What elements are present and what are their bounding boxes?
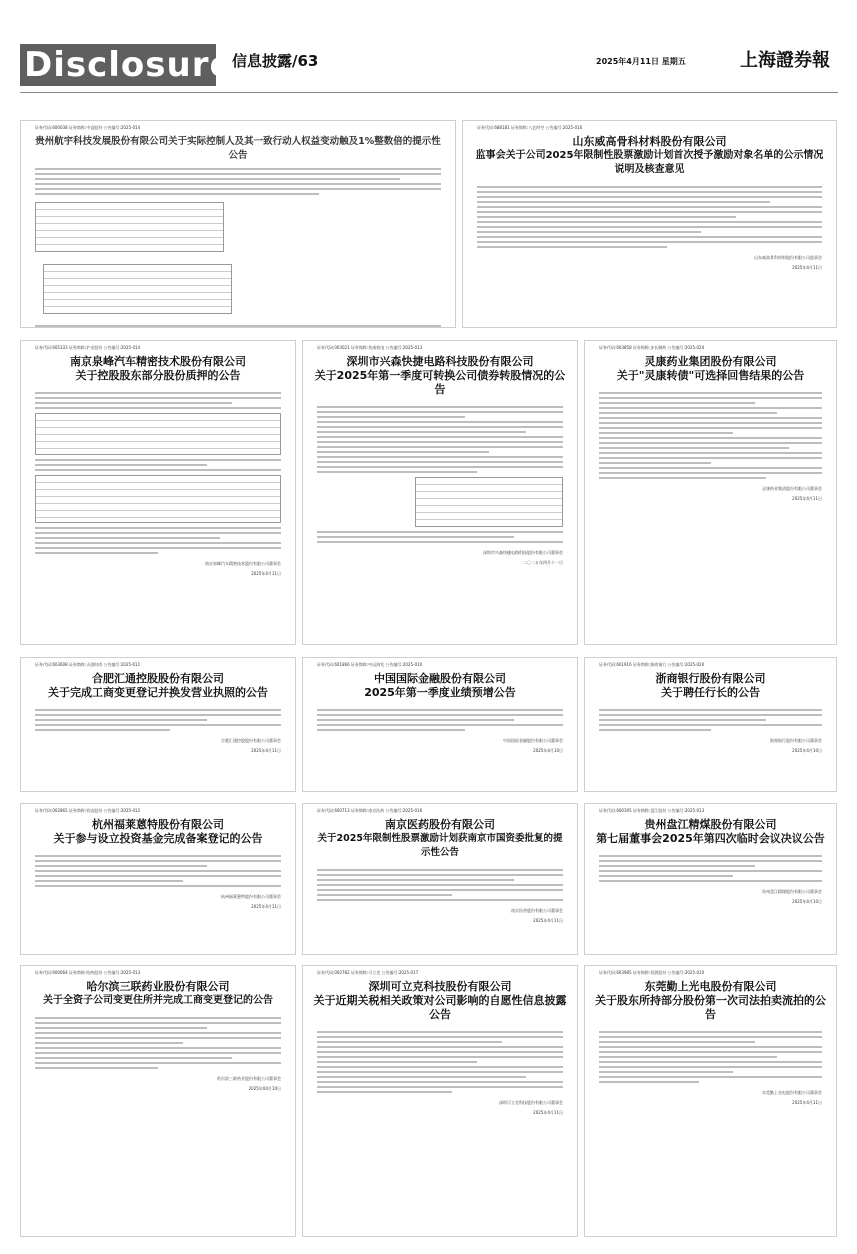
announcement-title: 杭州福莱蒽特股份有限公司 bbox=[92, 818, 224, 831]
signer: 灵康药业集团股份有限公司董事会 bbox=[762, 486, 822, 491]
announcement-body bbox=[21, 850, 295, 892]
publish-date: 2025年4月11日 bbox=[533, 1110, 563, 1115]
signer: 深圳市兴森快捷电路科技股份有限公司董事会 bbox=[483, 550, 563, 555]
announcement-body bbox=[303, 864, 577, 906]
announcement-title: 南京泉峰汽车精密技术股份有限公司 bbox=[70, 355, 246, 368]
stock-codes: 证券代码:600038 证券简称:中直股份 公告编号:2025-014 bbox=[35, 125, 141, 130]
signer: 哈尔滨三联药业股份有限公司董事会 bbox=[217, 1076, 281, 1081]
data-table bbox=[35, 413, 281, 455]
signer: 南京医药股份有限公司董事会 bbox=[511, 908, 563, 913]
announcement-subtitle: 关于"灵康转债"可选择回售结果的公告 bbox=[616, 369, 805, 382]
data-table bbox=[43, 264, 232, 314]
announcement-title: 贵州航宇科技发展股份有限公司关于实际控制人及其一致行动人权益变动触及1%整数倍的提示性公告 bbox=[35, 136, 441, 161]
publish-date: 2025年4月11日 bbox=[251, 748, 281, 753]
announcement-body bbox=[585, 387, 836, 484]
publish-date: 2025年4月11日 bbox=[792, 496, 822, 501]
announcement-body bbox=[303, 704, 577, 736]
masthead bbox=[0, 0, 857, 100]
announcement-title: 东莞勤上光电股份有限公司 bbox=[644, 980, 777, 993]
announcement-title: 深圳可立克科技股份有限公司 bbox=[368, 980, 512, 993]
announcement-body bbox=[21, 704, 295, 736]
announcement-body bbox=[303, 1026, 577, 1098]
announcement-title: 深圳市兴森快捷电路科技股份有限公司 bbox=[346, 355, 534, 368]
announcement-subtitle: 关于股东所持部分股份第一次司法拍卖流拍的公告 bbox=[595, 994, 826, 1021]
announcement bbox=[584, 803, 837, 955]
header-rule bbox=[20, 92, 838, 93]
announcement-body bbox=[585, 850, 836, 887]
stock-codes: 证券代码:600713 证券简称:南京医药 公告编号:2025-016 bbox=[317, 808, 423, 813]
stock-codes: 证券代码:605333 证券简称:沪光股份 公告编号:2025-014 bbox=[35, 345, 141, 350]
announcement-title: 南京医药股份有限公司 bbox=[385, 818, 495, 831]
publish-date: 2025年4月10日 bbox=[792, 748, 822, 753]
publish-date: 2025年4月11日 bbox=[533, 918, 563, 923]
publish-date: 2025年4月11日 bbox=[792, 1100, 822, 1105]
announcement bbox=[462, 120, 837, 328]
announcement-title: 山东威高骨科材料股份有限公司 bbox=[572, 135, 727, 148]
signer: 浙商银行股份有限公司董事会 bbox=[770, 738, 822, 743]
stock-codes: 证券代码:002865 证券简称:钧达股份 公告编号:2025-012 bbox=[35, 808, 141, 813]
publish-date: 2025年4月10日 bbox=[792, 899, 822, 904]
announcement-body bbox=[21, 1012, 295, 1074]
publish-date: 2025年4月11日 bbox=[792, 265, 822, 270]
stock-codes: 证券代码:603608 证券简称:天创时尚 公告编号:2025-011 bbox=[35, 662, 141, 667]
publish-date: 2025年4月11日 bbox=[251, 571, 281, 576]
newspaper-name: 上海證券報 bbox=[740, 50, 830, 71]
announcement-title: 中国国际金融股份有限公司 bbox=[374, 672, 506, 685]
announcement-title: 灵康药业集团股份有限公司 bbox=[644, 355, 777, 368]
signer: 中国国际金融股份有限公司董事会 bbox=[503, 738, 563, 743]
announcement bbox=[20, 657, 296, 792]
publish-date: 2025年04月10日 bbox=[248, 1086, 281, 1091]
stock-codes: 证券代码:600664 证券简称:哈药股份 公告编号:2025-013 bbox=[35, 970, 141, 975]
announcement bbox=[20, 340, 296, 645]
publish-date: 2025年4月11日 bbox=[251, 904, 281, 909]
stock-codes: 证券代码:603858 证券简称:步长制药 公告编号:2025-024 bbox=[599, 345, 705, 350]
publish-date: 2025年4月10日 bbox=[533, 748, 563, 753]
signer: 深圳可立克科技股份有限公司董事会 bbox=[499, 1100, 563, 1105]
signer: 南京泉峰汽车精密技术股份有限公司董事会 bbox=[205, 561, 281, 566]
announcement bbox=[20, 803, 296, 955]
announcement-title: 合肥汇通控股股份有限公司 bbox=[92, 672, 224, 685]
stock-codes: 证券代码:601866 证券简称:中远海发 公告编号:2025-010 bbox=[317, 662, 423, 667]
announcement-subtitle: 2025年第一季度业绩预增公告 bbox=[364, 686, 516, 699]
announcement-body bbox=[21, 163, 455, 328]
signer: 山东威高骨科材料股份有限公司监事会 bbox=[754, 255, 822, 260]
announcement-subtitle: 关于参与设立投资基金完成备案登记的公告 bbox=[53, 832, 263, 845]
announcement bbox=[302, 803, 578, 955]
announcement-body bbox=[585, 704, 836, 736]
announcement bbox=[302, 657, 578, 792]
announcement-body bbox=[21, 387, 295, 559]
announcement-subtitle: 第七届董事会2025年第四次临时会议决议公告 bbox=[596, 832, 825, 845]
section-title: 信息披露/63 bbox=[232, 52, 319, 70]
signer: 杭州福莱蒽特股份有限公司董事会 bbox=[221, 894, 281, 899]
announcement-body bbox=[463, 181, 836, 253]
announcement bbox=[584, 340, 837, 645]
data-table bbox=[35, 475, 281, 523]
announcement-body bbox=[585, 1026, 836, 1088]
announcement-subtitle: 监事会关于公司2025年限制性股票激励计划首次授予激励对象名单的公示情况说明及核查意见 bbox=[475, 150, 824, 175]
announcement bbox=[20, 965, 296, 1237]
stock-codes: 证券代码:601916 证券简称:浙商银行 公告编号:2025-020 bbox=[599, 662, 705, 667]
announcement-subtitle: 关于聘任行长的公告 bbox=[661, 686, 760, 699]
announcement-subtitle: 关于2025年限制性股票激励计划获南京市国资委批复的提示性公告 bbox=[317, 833, 563, 858]
announcement bbox=[584, 657, 837, 792]
announcement-subtitle: 关于控股股东部分股份质押的公告 bbox=[75, 369, 241, 382]
announcement-body bbox=[303, 401, 577, 548]
announcement-subtitle: 关于完成工商变更登记并换发营业执照的公告 bbox=[48, 686, 268, 699]
issue-date: 2025年4月11日 星期五 bbox=[596, 57, 686, 66]
signer: 合肥汇通控股股份有限公司董事会 bbox=[221, 738, 281, 743]
announcement bbox=[302, 965, 578, 1237]
announcement-subtitle: 关于近期关税相关政策对公司影响的自愿性信息披露公告 bbox=[313, 994, 567, 1021]
signer: 东莞勤上光电股份有限公司董事会 bbox=[762, 1090, 822, 1095]
stock-codes: 证券代码:003021 证券简称:兆威机电 公告编号:2025-013 bbox=[317, 345, 423, 350]
announcement bbox=[584, 965, 837, 1237]
announcement-title: 贵州盘江精煤股份有限公司 bbox=[644, 818, 777, 831]
announcement bbox=[20, 120, 456, 328]
data-table bbox=[35, 202, 224, 252]
stock-codes: 证券代码:688181 证券简称:八亿时空 公告编号:2025-016 bbox=[477, 125, 583, 130]
brand-logo: Disclosure bbox=[20, 44, 216, 86]
announcement-title: 浙商银行股份有限公司 bbox=[655, 672, 766, 685]
announcement-subtitle: 关于2025年第一季度可转换公司债券转股情况的公告 bbox=[314, 369, 566, 396]
announcement-title: 哈尔滨三联药业股份有限公司 bbox=[86, 980, 230, 993]
data-table bbox=[415, 477, 563, 527]
announcement bbox=[302, 340, 578, 645]
announcement-subtitle: 关于全资子公司变更住所并完成工商变更登记的公告 bbox=[43, 995, 273, 1006]
stock-codes: 证券代码:600395 证券简称:盘江股份 公告编号:2025-013 bbox=[599, 808, 705, 813]
signer: 贵州盘江精煤股份有限公司董事会 bbox=[762, 889, 822, 894]
stock-codes: 证券代码:002782 证券简称:可立克 公告编号:2025-017 bbox=[317, 970, 419, 975]
stock-codes: 证券代码:603985 证券简称:恒润股份 公告编号:2025-010 bbox=[599, 970, 705, 975]
publish-date: 二〇二五年四月十一日 bbox=[523, 560, 563, 565]
